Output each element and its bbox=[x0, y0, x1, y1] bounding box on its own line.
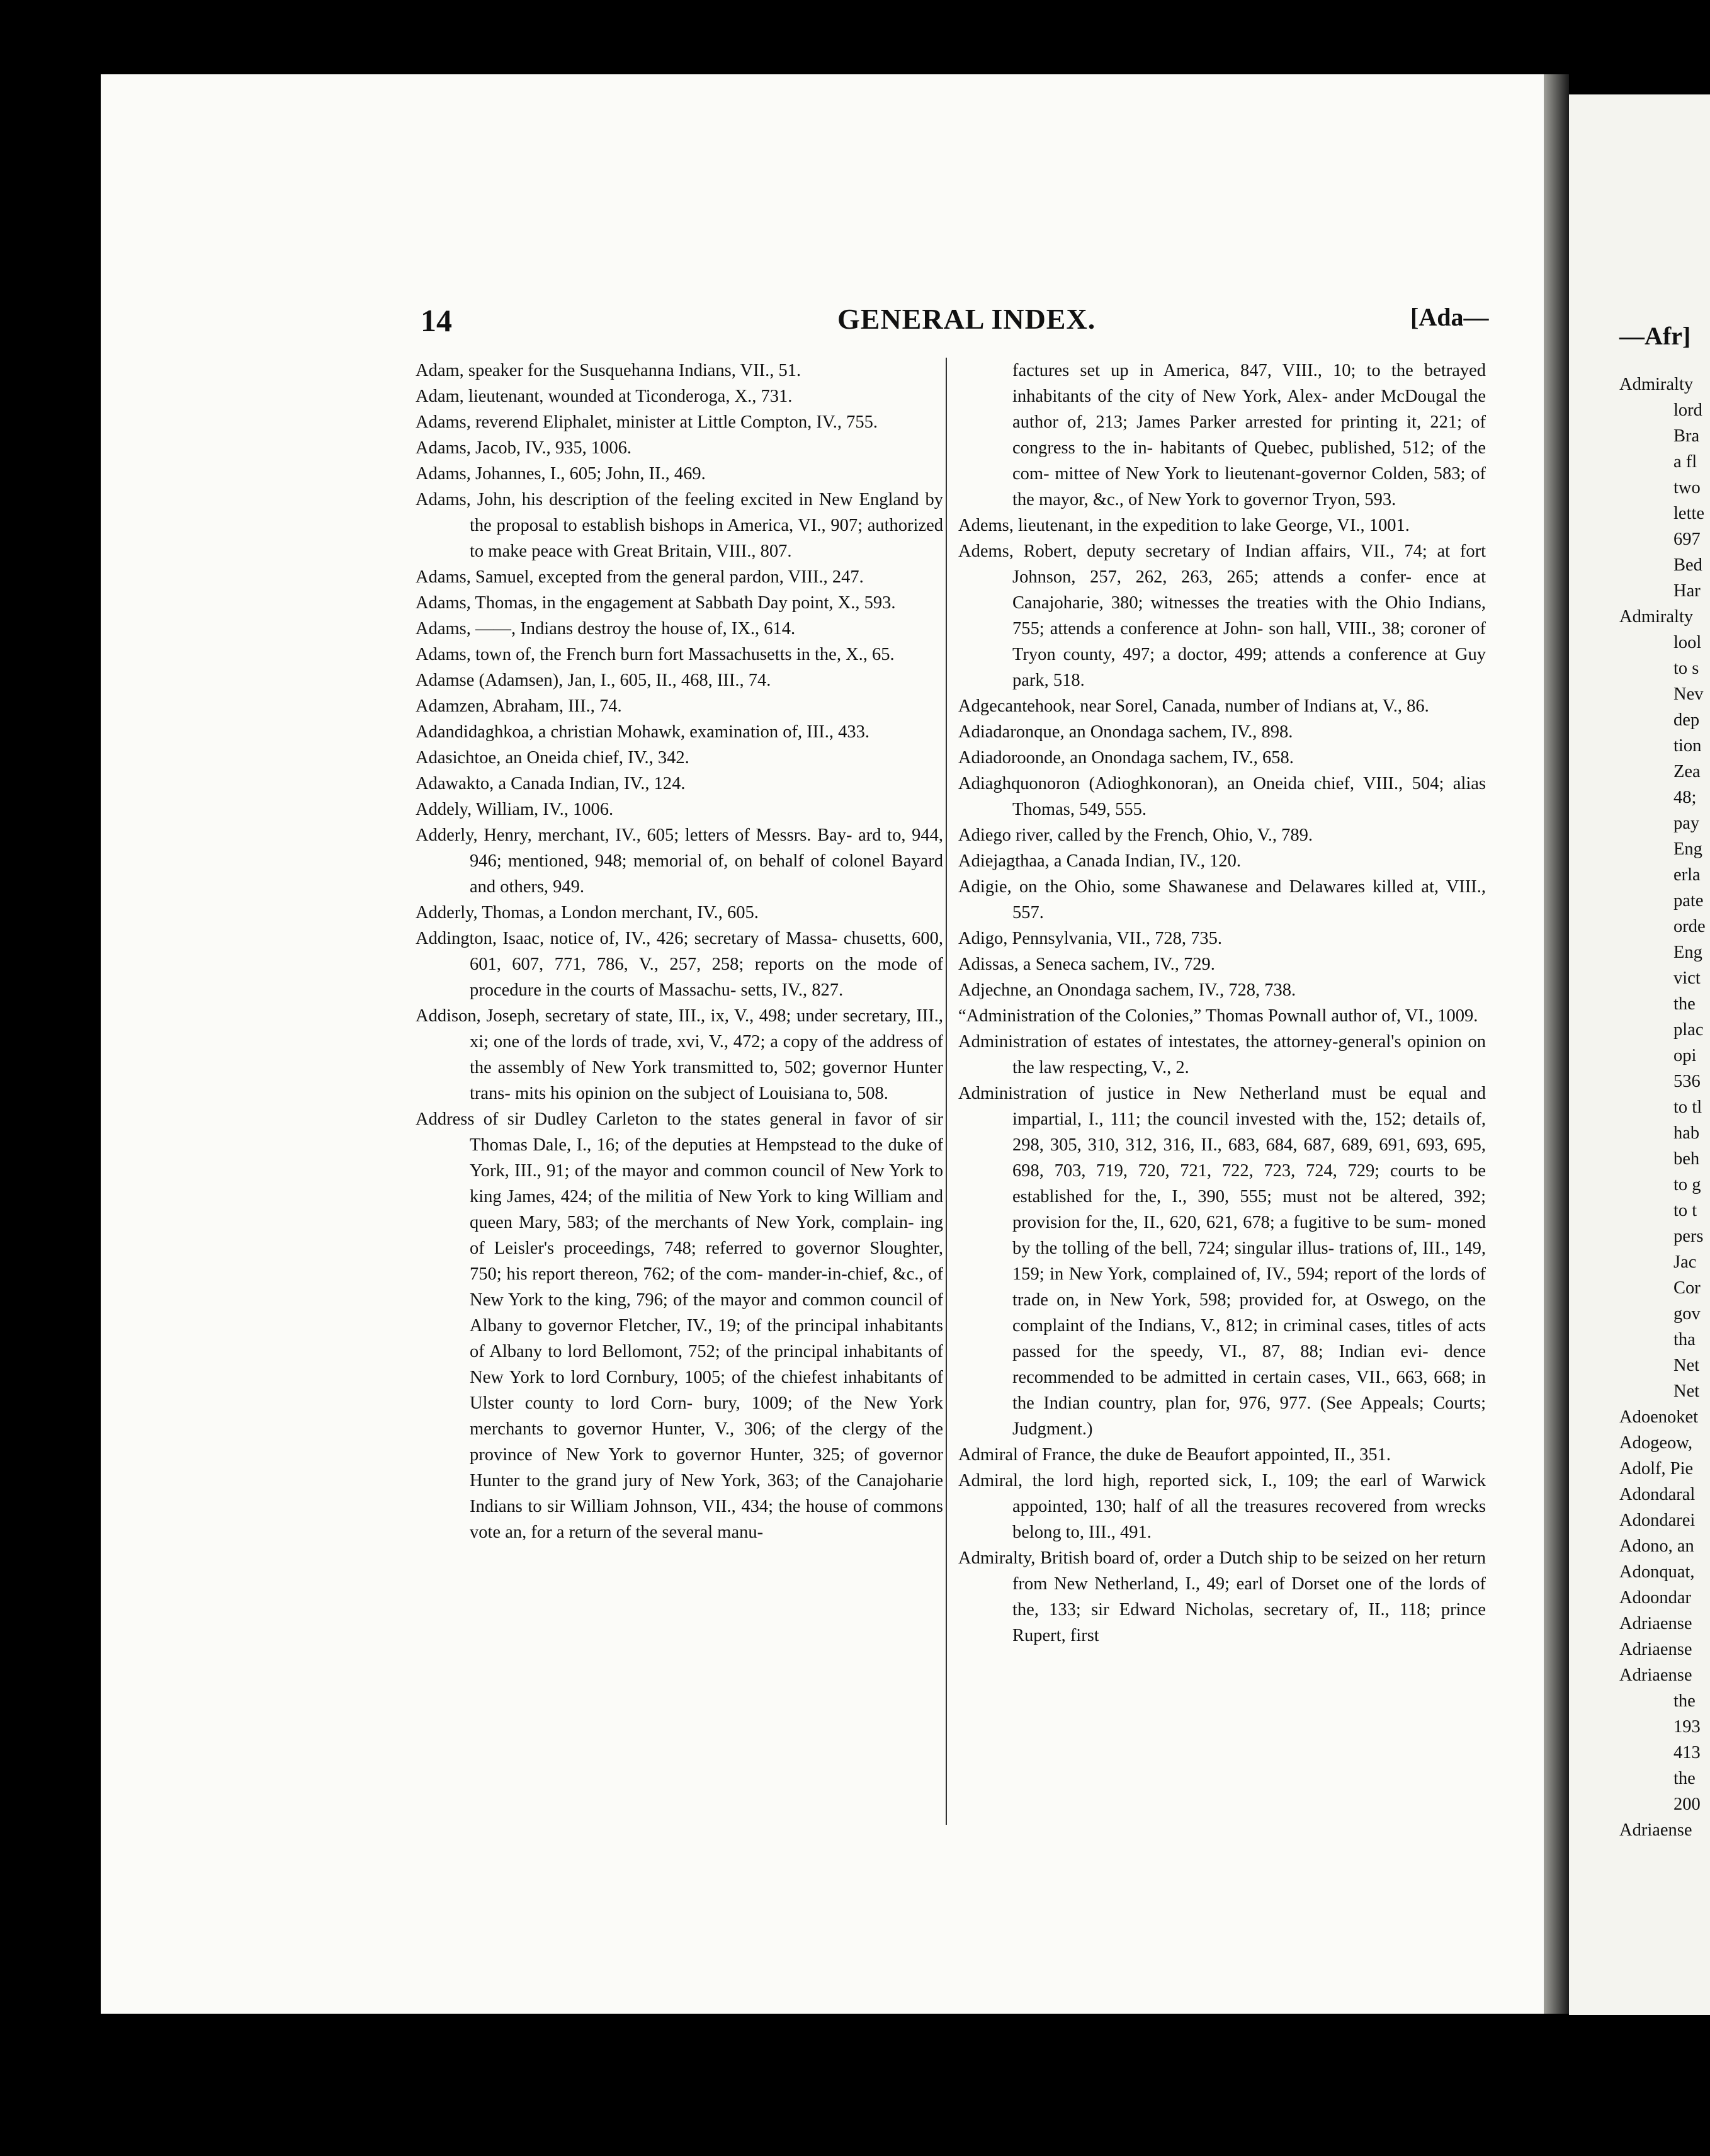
next-page-line: lord bbox=[1673, 400, 1702, 420]
index-line: Adams, town of, the French burn fort Massachusetts in the, bbox=[416, 645, 841, 664]
next-page-line: 48; bbox=[1673, 788, 1697, 807]
index-line: “Administration of the Colonies,” Thomas Pownall author bbox=[958, 1006, 1378, 1026]
index-line: Albany to lord Bellomont, 752; of the principal bbox=[489, 1342, 838, 1361]
index-line: Indians to sir William Johnson, VII., 434; the house bbox=[470, 1497, 848, 1516]
index-line: Address of sir Dudley Carleton to the states general in bbox=[416, 1109, 846, 1129]
index-line: Administration of estates of intestates, the attorney-general's bbox=[958, 1032, 1401, 1052]
index-entry bbox=[958, 926, 1486, 951]
index-line: mander-in-chief, &c., of New York to the king, 796; of bbox=[470, 1264, 943, 1310]
next-page-line: Adondarei bbox=[1619, 1511, 1696, 1530]
index-line: mits his opinion on the subject of Louisiana to, 508. bbox=[515, 1084, 888, 1103]
index-line: Adiadaronque, an Onondaga sachem, IV., 898. bbox=[958, 722, 1293, 742]
index-line: VII., 663, 668; in the Indian country, plan for, 976, bbox=[1012, 1368, 1486, 1413]
next-page-line: Adono, an bbox=[1619, 1536, 1694, 1556]
next-page-line: Adondaral bbox=[1619, 1485, 1696, 1504]
index-line: V., 472; a copy of the address of the assembly of bbox=[470, 1032, 943, 1077]
index-line: Adderly, Henry, merchant, IV., 605; letters of Messrs. Bay- bbox=[416, 826, 852, 845]
next-page-line: Admiralty bbox=[1619, 607, 1694, 627]
index-line: inhabitants of New York to lord Cornbury, 1005; of bbox=[470, 1342, 943, 1387]
next-page-line: Adriaense bbox=[1619, 1614, 1692, 1633]
next-page-line: Bra bbox=[1673, 426, 1700, 446]
index-line: 1001. bbox=[1369, 516, 1410, 535]
index-entry bbox=[958, 1081, 1486, 1442]
index-line: Hunter, V., 306; of the clergy of the province of New bbox=[470, 1419, 944, 1465]
next-page-line: opi bbox=[1673, 1046, 1697, 1065]
index-line: England by the proposal to establish bishops in bbox=[470, 490, 943, 535]
index-line: Adasichtoe, an Oneida chief, IV., 342. bbox=[416, 748, 689, 768]
index-line: Admiral of France, the duke de Beaufort appointed, II., 351. bbox=[958, 1445, 1391, 1465]
index-line: moned by the tolling of the bell, 724; singular illus- bbox=[1012, 1213, 1486, 1258]
index-line: Adams, Thomas, in the engagement at Sabbath Day point, bbox=[416, 593, 834, 613]
index-line: ander McDougal the author of, 213; James Parker bbox=[1012, 387, 1486, 432]
next-page-line: plac bbox=[1673, 1020, 1704, 1040]
index-line: opinion on the law respecting, V., 2. bbox=[1012, 1032, 1486, 1077]
index-line: Adams, Johannes, I., 605; John, II., 469. bbox=[416, 464, 706, 484]
index-line: factures set up in America, 847, VIII., 10; to the bbox=[1012, 361, 1413, 380]
index-line: dence recommended to be admitted in certain cases, bbox=[1012, 1342, 1486, 1387]
index-entry bbox=[416, 693, 943, 719]
next-page-line: gov bbox=[1673, 1304, 1701, 1324]
next-page-line: tha bbox=[1673, 1330, 1696, 1349]
index-line: secretary, III., xi; one of the lords of trade, xvi, bbox=[470, 1006, 944, 1052]
next-page bbox=[1569, 94, 1710, 2015]
index-entry bbox=[416, 797, 943, 822]
next-page-line: Adriaense bbox=[1619, 1665, 1692, 1685]
index-line: Adams, John, his description of the feeling excited in New bbox=[416, 490, 853, 509]
index-line: on her return from New Netherland, I., 49; earl of bbox=[1012, 1548, 1486, 1594]
index-entry bbox=[416, 358, 943, 383]
index-line: Adderly, Thomas, a London merchant, IV., 605. bbox=[416, 903, 759, 922]
index-line: 504; alias Thomas, 549, 555. bbox=[1012, 774, 1486, 819]
index-line: Adawakto, a Canada Indian, IV., 124. bbox=[416, 774, 686, 793]
index-line: Adamse (Adamsen), Jan, I., 605, II., 468, III., 74. bbox=[416, 671, 771, 690]
book-gutter bbox=[1544, 74, 1569, 2014]
page-title: GENERAL INDEX. bbox=[837, 303, 1096, 335]
index-line: of, IV., 594; report of the lords of trade on, in New bbox=[1012, 1264, 1486, 1310]
next-page-line: a fl bbox=[1673, 452, 1697, 472]
index-entry bbox=[416, 564, 943, 590]
index-entry bbox=[958, 951, 1486, 977]
index-entry bbox=[958, 822, 1486, 848]
index-entry bbox=[416, 435, 943, 461]
index-line: Addely, William, IV., 1006. bbox=[416, 800, 614, 819]
index-entry bbox=[958, 1003, 1486, 1029]
index-line: New York transmitted to, 502; governor Hunter trans- bbox=[470, 1058, 943, 1103]
index-line: 722, 723, 724, 729; courts to be established for the, bbox=[1012, 1161, 1486, 1206]
index-line: Warwick appointed, 130; half of all the treasures bbox=[1012, 1471, 1486, 1516]
index-line: and common council of New York to king James, 424; bbox=[470, 1161, 944, 1206]
index-line: Adigo, Pennsylvania, VII., 728, 735. bbox=[958, 929, 1223, 948]
index-line: recovered from wrecks belong to, III., 491. bbox=[1012, 1497, 1486, 1542]
index-line: mittee of New York to lieutenant-governor Colden, bbox=[1055, 464, 1428, 484]
index-line: ard to, 944, 946; mentioned, 948; memorial of, on bbox=[470, 826, 943, 871]
index-entry bbox=[416, 590, 943, 616]
index-column-left bbox=[416, 358, 943, 1545]
index-line: ence at Canajoharie, 380; witnesses the treaties with bbox=[1012, 567, 1486, 613]
next-page-line: Zea bbox=[1673, 762, 1701, 781]
next-page-line: Jac bbox=[1673, 1252, 1697, 1272]
index-line: Adams, reverend Eliphalet, minister at Little Compton, IV., bbox=[416, 412, 842, 432]
index-entry bbox=[958, 693, 1486, 719]
next-page-line: lette bbox=[1673, 504, 1705, 523]
index-line: the grand jury of New York, 363; of the Canajoharie bbox=[546, 1471, 944, 1490]
index-line: V., 86. bbox=[1382, 696, 1429, 716]
index-line: at fort Johnson, 257, 262, 263, 265; attends a confer- bbox=[1012, 542, 1486, 587]
index-line: and impartial, I., 111; the council invested with the, bbox=[1012, 1084, 1486, 1129]
index-line: York to governor Hunter, 325; of governor Hunter to bbox=[470, 1445, 944, 1490]
next-page-line: Eng bbox=[1673, 943, 1702, 962]
index-line: son hall, VIII., 38; coroner of Tryon county, 497; a bbox=[1012, 619, 1486, 664]
next-page-line: to s bbox=[1673, 659, 1699, 678]
index-line: ing of Leisler's proceedings, 748; referred to governor bbox=[470, 1213, 944, 1258]
index-line: Fletcher, IV., 19; of the principal inhabitants of bbox=[470, 1316, 943, 1361]
index-line: bury, 1009; of the New York merchants to governor bbox=[470, 1393, 944, 1439]
next-page-line: 697 bbox=[1673, 530, 1701, 549]
index-line: chusetts, 600, 601, 607, 771, 786, V., 257, 258; reports bbox=[470, 929, 943, 974]
index-line: 247. bbox=[832, 567, 864, 587]
next-page-line: pate bbox=[1673, 891, 1704, 911]
index-line: York, 598; provided for, at Oswego, on the complaint bbox=[1012, 1290, 1486, 1336]
index-line: trations of, III., 149, 159; in New York, complained bbox=[1012, 1239, 1486, 1284]
index-entry bbox=[416, 719, 943, 745]
index-line: doctor, 499; attends a conference at Guy park, 518. bbox=[1012, 645, 1486, 690]
next-page-line: Cor bbox=[1673, 1278, 1701, 1298]
index-entry bbox=[958, 1545, 1486, 1648]
index-line: Adam, speaker for the Susquehanna Indians, VII., 51. bbox=[416, 361, 801, 380]
index-range: [Ada— bbox=[1410, 303, 1489, 331]
next-page-line: 413 bbox=[1673, 1743, 1701, 1762]
index-entry bbox=[416, 616, 943, 642]
next-page-line: dep bbox=[1673, 710, 1700, 730]
next-page-line: the bbox=[1673, 1769, 1696, 1788]
index-line: Sloughter, 750; his report thereon, 762; of the com- bbox=[470, 1239, 944, 1284]
next-page-line: beh bbox=[1673, 1149, 1700, 1169]
index-line: Adems, Robert, deputy secretary of Indian affairs, VII., 74; bbox=[958, 542, 1427, 561]
next-page-line: Admiralty bbox=[1619, 375, 1694, 394]
index-entry bbox=[958, 745, 1486, 771]
index-line: the mayor and common council of Albany to governor bbox=[470, 1290, 944, 1336]
index-line: Tryon, 593. bbox=[1312, 490, 1396, 509]
index-line: Adgecantehook, near Sorel, Canada, number of Indians at, bbox=[958, 696, 1379, 716]
index-line: Addison, Joseph, secretary of state, III., ix, V., 498; under bbox=[416, 1006, 837, 1026]
index-line: Adjechne, an Onondaga sachem, IV., 728, 738. bbox=[958, 980, 1296, 1000]
index-entry bbox=[958, 874, 1486, 926]
index-entry bbox=[416, 1003, 943, 1106]
index-line: Nicholas, secretary of, II., 118; prince Rupert, first bbox=[1012, 1600, 1486, 1645]
index-entry bbox=[416, 771, 943, 797]
index-line: America, VI., 907; authorized to make peace with bbox=[470, 516, 944, 561]
next-page-line: vict bbox=[1673, 968, 1701, 988]
index-entry bbox=[958, 848, 1486, 874]
next-page-line: 536 bbox=[1673, 1072, 1701, 1091]
index-line: Adams, ——, Indians destroy the house of, IX., 614. bbox=[416, 619, 796, 638]
next-page-line: lool bbox=[1673, 633, 1702, 652]
index-entry bbox=[416, 383, 943, 409]
index-line: arrested for printing it, 221; of congress to the in- bbox=[1012, 412, 1486, 458]
index-entry bbox=[958, 1468, 1486, 1545]
index-line: Adigie, on the Ohio, some Shawanese and Delawares killed bbox=[958, 877, 1414, 897]
next-page-line: the bbox=[1673, 994, 1696, 1014]
next-page-line: Adoenoket bbox=[1619, 1407, 1699, 1427]
index-line: Great Britain, VIII., 807. bbox=[613, 542, 792, 561]
next-page-range: —Afr] bbox=[1619, 322, 1691, 350]
column-rule bbox=[946, 358, 947, 1825]
next-page-line: Har bbox=[1673, 581, 1701, 601]
next-page-line: Nev bbox=[1673, 684, 1704, 704]
index-entry bbox=[416, 926, 943, 1003]
index-line: 977. (See Appeals; Courts; Judgment.) bbox=[1012, 1393, 1486, 1439]
next-page-column bbox=[1619, 372, 1706, 1843]
index-entry bbox=[958, 977, 1486, 1003]
index-entry bbox=[416, 745, 943, 771]
index-line: Adam, lieutenant, wounded at Ticonderoga, X., 731. bbox=[416, 387, 793, 406]
index-line: Adiadoroonde, an Onondaga sachem, IV., 658. bbox=[958, 748, 1294, 768]
index-line: Adiaghquonoron (Adioghkonoran), an Oneida chief, VIII., bbox=[958, 774, 1403, 793]
next-page-line: Adonquat, bbox=[1619, 1562, 1695, 1582]
index-line: Adams, Samuel, excepted from the general pardon, VIII., bbox=[416, 567, 828, 587]
index-line: Adissas, a Seneca sachem, IV., 729. bbox=[958, 955, 1215, 974]
index-line: Adamzen, Abraham, III., 74. bbox=[416, 696, 622, 716]
index-line: 433. bbox=[838, 722, 870, 742]
index-line: Addington, Isaac, notice of, IV., 426; secretary of Massa- bbox=[416, 929, 838, 948]
next-page-line: to t bbox=[1673, 1201, 1697, 1220]
next-page-line: pay bbox=[1673, 814, 1700, 833]
index-line: Adams, Jacob, IV., 935, 1006. bbox=[416, 438, 632, 458]
index-line: Administration of justice in New Netherland must be equal bbox=[958, 1084, 1447, 1103]
index-entry bbox=[958, 358, 1486, 513]
index-entry bbox=[958, 538, 1486, 693]
index-entry bbox=[416, 642, 943, 667]
index-entry bbox=[416, 487, 943, 564]
index-line: Adiego river, called by the French, Ohio, V., 789. bbox=[958, 826, 1313, 845]
index-line: Admiral, the lord high, reported sick, I., 109; the earl of bbox=[958, 1471, 1412, 1490]
next-page-line: Eng bbox=[1673, 839, 1702, 859]
next-page-line: erla bbox=[1673, 865, 1701, 885]
index-line: betrayed inhabitants of the city of New York, Alex- bbox=[1012, 361, 1486, 406]
index-line: Admiralty, British board of, order a Dutch ship to be seized bbox=[958, 1548, 1388, 1568]
index-line: acts passed for the speedy, VI., 87, 88; Indian evi- bbox=[1012, 1316, 1486, 1361]
next-page-line: 193 bbox=[1673, 1717, 1701, 1737]
index-entry bbox=[958, 1029, 1486, 1081]
index-entry bbox=[416, 900, 943, 926]
next-page-line: Adogeow, bbox=[1619, 1433, 1693, 1453]
page-number: 14 bbox=[421, 303, 452, 338]
index-line: the Ohio Indians, 755; attends a conference at John- bbox=[1012, 593, 1486, 638]
index-line: Adandidaghkoa, a christian Mohawk, examination of, III., bbox=[416, 722, 834, 742]
index-line: of, VI., 1009. bbox=[1381, 1006, 1478, 1026]
index-line: 755. bbox=[846, 412, 878, 432]
index-entry bbox=[958, 513, 1486, 538]
next-page-line: tion bbox=[1673, 736, 1702, 756]
index-line: 583; of the mayor, &c., of New York to governor bbox=[1012, 464, 1486, 509]
next-page-line: to g bbox=[1673, 1175, 1701, 1194]
index-line: Adems, lieutenant, in the expedition to lake George, VI., bbox=[958, 516, 1365, 535]
index-line: at, VIII., 557. bbox=[1012, 877, 1486, 922]
index-line: Mary, 583; of the merchants of New York, complain- bbox=[519, 1213, 914, 1232]
index-line: behalf of colonel Bayard and others, 949. bbox=[470, 851, 943, 897]
index-line: I., 390, 555; must not be altered, 392; provision bbox=[1012, 1187, 1486, 1232]
next-page-line: Adoondar bbox=[1619, 1588, 1691, 1608]
index-line: of commons vote an, for a return of the several manu- bbox=[470, 1497, 944, 1542]
next-page-line: two bbox=[1673, 478, 1701, 497]
index-line: 684, 687, 689, 691, 693, 695, 698, 703, 719, 720, 721, bbox=[1012, 1135, 1486, 1181]
index-line: for the, II., 620, 621, 678; a fugitive to be sum- bbox=[1085, 1213, 1432, 1232]
index-line: X., 65. bbox=[846, 645, 895, 664]
index-entry bbox=[416, 1106, 943, 1545]
next-page-line: Bed bbox=[1673, 555, 1702, 575]
next-page-line: Net bbox=[1673, 1356, 1700, 1375]
next-page-line: Adolf, Pie bbox=[1619, 1459, 1694, 1478]
index-entry bbox=[416, 409, 943, 435]
index-line: Adiejagthaa, a Canada Indian, IV., 120. bbox=[958, 851, 1242, 871]
index-line: setts, IV., 827. bbox=[740, 980, 844, 1000]
index-entry bbox=[958, 771, 1486, 822]
next-page-line: Net bbox=[1673, 1382, 1700, 1401]
next-page-line: hab bbox=[1673, 1123, 1700, 1143]
next-page-line: Adriaense bbox=[1619, 1820, 1692, 1840]
index-line: favor of sir Thomas Dale, I., 16; of the deputies at bbox=[470, 1109, 944, 1155]
index-entry bbox=[416, 822, 943, 900]
index-line: on the mode of procedure in the courts of Massachu- bbox=[470, 955, 943, 1000]
next-page-line: the bbox=[1673, 1691, 1696, 1711]
next-page-line: Adriaense bbox=[1619, 1640, 1692, 1659]
next-page-line: orde bbox=[1673, 917, 1706, 936]
next-page-line: to tl bbox=[1673, 1098, 1702, 1117]
index-line: of the Indians, V., 812; in criminal cases, titles of bbox=[1090, 1316, 1452, 1336]
index-line: Hempstead to the duke of York, III., 91; of the mayor bbox=[470, 1135, 943, 1181]
index-line: X., 593. bbox=[837, 593, 896, 613]
next-page-line: pers bbox=[1673, 1227, 1704, 1246]
index-entry bbox=[416, 667, 943, 693]
index-column-right bbox=[958, 358, 1486, 1648]
index-line: the chiefest inhabitants of Ulster county to lord Corn- bbox=[470, 1368, 944, 1413]
index-line: 152; details of, 298, 305, 310, 312, 316, II., 683, bbox=[1012, 1109, 1486, 1155]
index-entry bbox=[416, 461, 943, 487]
index-line: habitants of Quebec, published, 512; of the com- bbox=[1012, 438, 1486, 484]
index-entry bbox=[958, 1442, 1486, 1468]
index-entry bbox=[958, 719, 1486, 745]
index-line: Dorset one of the lords of the, 133; sir Edward bbox=[1012, 1574, 1486, 1620]
next-page-line: 200 bbox=[1673, 1795, 1701, 1814]
index-line: of the militia of New York to king William and queen bbox=[470, 1187, 944, 1232]
